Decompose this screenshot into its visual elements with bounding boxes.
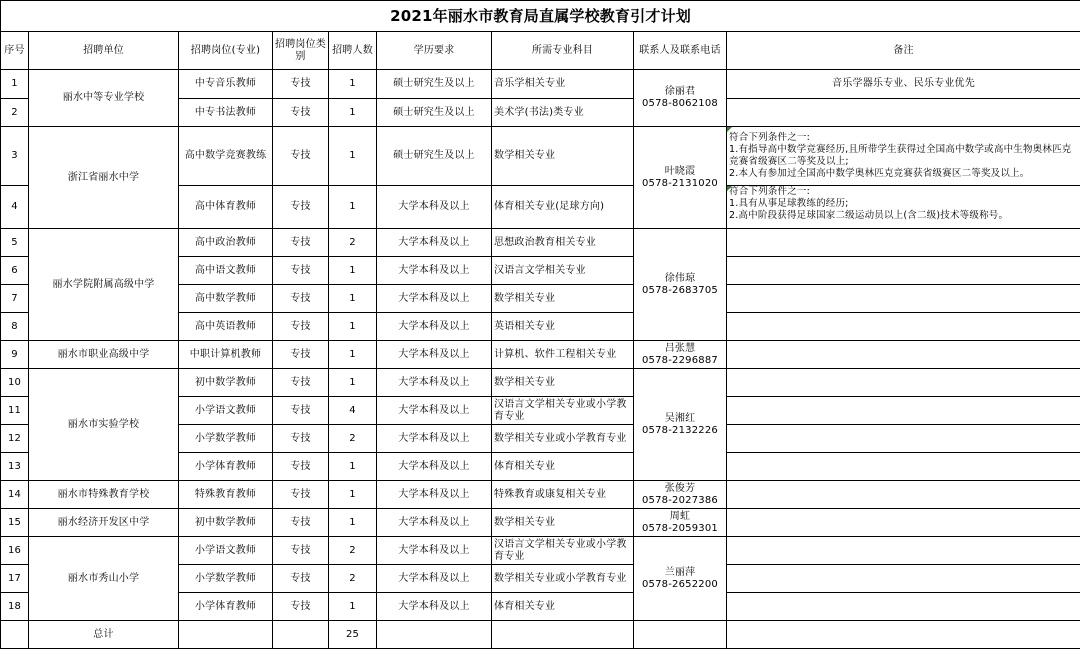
count-cell: 1 <box>329 285 377 313</box>
type-cell: 专技 <box>273 397 329 425</box>
edu-cell: 硕士研究生及以上 <box>377 70 492 99</box>
remarks-item: 2.本人有参加过全国高中数学奥林匹克竞赛获省级赛区二等奖及以上。 <box>729 168 1078 180</box>
type-cell: 专技 <box>273 70 329 99</box>
contact-name: 叶晓霞 <box>636 166 724 178</box>
edu-cell: 大学本科及以上 <box>377 186 492 229</box>
major-cell: 汉语言文学相关专业或小学教育专业 <box>492 537 634 565</box>
seq-cell: 6 <box>1 257 29 285</box>
unit-cell: 丽水学院附属高级中学 <box>29 229 179 341</box>
type-cell: 专技 <box>273 341 329 369</box>
unit-cell: 丽水经济开发区中学 <box>29 509 179 537</box>
contact-name: 徐丽君 <box>636 86 724 98</box>
post-cell: 初中数学教师 <box>179 369 273 397</box>
total-major-cell <box>492 621 634 649</box>
seq-cell: 17 <box>1 565 29 593</box>
type-cell: 专技 <box>273 285 329 313</box>
major-cell: 数学相关专业 <box>492 127 634 186</box>
remarks-cell <box>727 481 1080 509</box>
total-seq-cell <box>1 621 29 649</box>
edu-cell: 硕士研究生及以上 <box>377 127 492 186</box>
edu-cell: 大学本科及以上 <box>377 397 492 425</box>
contact-name: 吴湘红 <box>636 413 724 425</box>
edu-cell: 大学本科及以上 <box>377 481 492 509</box>
major-cell: 汉语言文学相关专业 <box>492 257 634 285</box>
post-cell: 中职计算机教师 <box>179 341 273 369</box>
header-major: 所需专业科目 <box>492 32 634 70</box>
count-cell: 1 <box>329 70 377 99</box>
edu-cell: 大学本科及以上 <box>377 369 492 397</box>
seq-cell: 8 <box>1 313 29 341</box>
contact-phone: 0578-2652200 <box>636 579 724 591</box>
contact-phone: 0578-2683705 <box>636 285 724 297</box>
total-label: 总计 <box>29 621 179 649</box>
type-cell: 专技 <box>273 425 329 453</box>
type-cell: 专技 <box>273 593 329 621</box>
major-cell: 数学相关专业 <box>492 369 634 397</box>
seq-cell: 11 <box>1 397 29 425</box>
contact-cell <box>634 341 727 369</box>
edu-cell: 大学本科及以上 <box>377 593 492 621</box>
seq-cell: 2 <box>1 99 29 127</box>
major-cell: 计算机、软件工程相关专业 <box>492 341 634 369</box>
major-cell: 体育相关专业(足球方向) <box>492 186 634 229</box>
seq-cell: 7 <box>1 285 29 313</box>
seq-cell: 10 <box>1 369 29 397</box>
major-cell: 数学相关专业 <box>492 285 634 313</box>
edu-cell: 硕士研究生及以上 <box>377 99 492 127</box>
major-cell: 数学相关专业 <box>492 509 634 537</box>
contact-cell <box>634 127 727 229</box>
page-title: 2021年丽水市教育局直属学校教育引才计划 <box>1 1 1080 32</box>
remarks-lead: 符合下列条件之一: <box>729 186 1078 198</box>
type-cell: 专技 <box>273 369 329 397</box>
edu-cell: 大学本科及以上 <box>377 565 492 593</box>
contact-cell <box>634 509 727 537</box>
seq-cell: 12 <box>1 425 29 453</box>
unit-cell: 丽水市职业高级中学 <box>29 341 179 369</box>
major-cell: 思想政治教育相关专业 <box>492 229 634 257</box>
count-cell: 1 <box>329 99 377 127</box>
remarks-cell <box>727 127 1080 186</box>
seq-cell: 5 <box>1 229 29 257</box>
contact-name: 吕张慧 <box>636 343 724 355</box>
table-row <box>1 509 1080 537</box>
major-cell: 特殊教育或康复相关专业 <box>492 481 634 509</box>
total-edu-cell <box>377 621 492 649</box>
type-cell: 专技 <box>273 453 329 481</box>
contact-phone: 0578-8062108 <box>636 98 724 110</box>
edu-cell: 大学本科及以上 <box>377 453 492 481</box>
contact-cell <box>634 229 727 341</box>
remarks-cell <box>727 229 1080 257</box>
contact-phone: 0578-2131020 <box>636 178 724 190</box>
remarks-cell <box>727 453 1080 481</box>
post-cell: 小学体育教师 <box>179 453 273 481</box>
unit-cell: 浙江省丽水中学 <box>29 127 179 229</box>
remarks-cell <box>727 285 1080 313</box>
edu-cell: 大学本科及以上 <box>377 313 492 341</box>
table-row <box>1 341 1080 369</box>
post-cell: 小学数学教师 <box>179 565 273 593</box>
post-cell: 小学体育教师 <box>179 593 273 621</box>
remarks-lead: 符合下列条件之一: <box>729 132 1078 144</box>
edu-cell: 大学本科及以上 <box>377 229 492 257</box>
type-cell: 专技 <box>273 313 329 341</box>
count-cell: 1 <box>329 509 377 537</box>
header-contact: 联系人及联系电话 <box>634 32 727 70</box>
total-count: 25 <box>329 621 377 649</box>
count-cell: 2 <box>329 229 377 257</box>
count-cell: 2 <box>329 565 377 593</box>
seq-cell: 18 <box>1 593 29 621</box>
table-row <box>1 481 1080 509</box>
post-cell: 高中语文教师 <box>179 257 273 285</box>
contact-cell <box>634 481 727 509</box>
header-education: 学历要求 <box>377 32 492 70</box>
contact-name: 兰丽萍 <box>636 567 724 579</box>
header-remarks: 备注 <box>727 32 1080 70</box>
remarks-cell <box>727 425 1080 453</box>
total-contact-cell <box>634 621 727 649</box>
remarks-cell <box>727 397 1080 425</box>
count-cell: 1 <box>329 257 377 285</box>
remarks-cell <box>727 537 1080 565</box>
contact-phone: 0578-2132226 <box>636 425 724 437</box>
remarks-cell: 音乐学器乐专业、民乐专业优先 <box>727 70 1080 99</box>
post-cell: 小学数学教师 <box>179 425 273 453</box>
contact-cell <box>634 369 727 481</box>
major-cell: 数学相关专业或小学教育专业 <box>492 425 634 453</box>
total-remarks-cell <box>727 621 1080 649</box>
total-type-cell <box>273 621 329 649</box>
seq-cell: 4 <box>1 186 29 229</box>
contact-name: 周虹 <box>636 511 724 523</box>
post-cell: 高中体育教师 <box>179 186 273 229</box>
count-cell: 1 <box>329 341 377 369</box>
count-cell: 1 <box>329 313 377 341</box>
edu-cell: 大学本科及以上 <box>377 509 492 537</box>
type-cell: 专技 <box>273 127 329 186</box>
table-row <box>1 70 1080 99</box>
major-cell: 体育相关专业 <box>492 453 634 481</box>
unit-cell: 丽水市实验学校 <box>29 369 179 481</box>
table-row <box>1 537 1080 565</box>
remarks-item: 1.有指导高中数学竞赛经历,且所带学生获得过全国高中数学或高中生物奥林匹克竞赛省级赛区二等奖及以上; <box>729 144 1078 168</box>
seq-cell: 3 <box>1 127 29 186</box>
seq-cell: 15 <box>1 509 29 537</box>
remarks-cell <box>727 509 1080 537</box>
contact-name: 徐伟琼 <box>636 273 724 285</box>
edu-cell: 大学本科及以上 <box>377 341 492 369</box>
post-cell: 高中政治教师 <box>179 229 273 257</box>
post-cell: 高中英语教师 <box>179 313 273 341</box>
count-cell: 1 <box>329 481 377 509</box>
contact-cell <box>634 537 727 621</box>
post-cell: 高中数学教师 <box>179 285 273 313</box>
remarks-cell <box>727 341 1080 369</box>
edu-cell: 大学本科及以上 <box>377 257 492 285</box>
type-cell: 专技 <box>273 481 329 509</box>
seq-cell: 1 <box>1 70 29 99</box>
table-row <box>1 127 1080 186</box>
edu-cell: 大学本科及以上 <box>377 425 492 453</box>
total-post-cell <box>179 621 273 649</box>
table-row <box>1 229 1080 257</box>
type-cell: 专技 <box>273 229 329 257</box>
type-cell: 专技 <box>273 99 329 127</box>
count-cell: 2 <box>329 537 377 565</box>
major-cell: 汉语言文学相关专业或小学教育专业 <box>492 397 634 425</box>
count-cell: 1 <box>329 593 377 621</box>
major-cell: 体育相关专业 <box>492 593 634 621</box>
type-cell: 专技 <box>273 565 329 593</box>
major-cell: 数学相关专业或小学教育专业 <box>492 565 634 593</box>
remarks-cell <box>727 257 1080 285</box>
unit-cell: 丽水中等专业学校 <box>29 70 179 127</box>
post-cell: 小学语文教师 <box>179 397 273 425</box>
post-cell: 中专音乐教师 <box>179 70 273 99</box>
major-cell: 英语相关专业 <box>492 313 634 341</box>
post-cell: 小学语文教师 <box>179 537 273 565</box>
contact-phone: 0578-2059301 <box>636 523 724 535</box>
count-cell: 4 <box>329 397 377 425</box>
contact-phone: 0578-2296887 <box>636 355 724 367</box>
count-cell: 2 <box>329 425 377 453</box>
seq-cell: 16 <box>1 537 29 565</box>
contact-cell <box>634 70 727 127</box>
remarks-cell <box>727 99 1080 127</box>
table-row <box>1 369 1080 397</box>
post-cell: 特殊教育教师 <box>179 481 273 509</box>
count-cell: 1 <box>329 186 377 229</box>
header-unit: 招聘单位 <box>29 32 179 70</box>
count-cell: 1 <box>329 369 377 397</box>
remarks-cell <box>727 186 1080 229</box>
post-cell: 初中数学教师 <box>179 509 273 537</box>
remarks-item: 1.具有从事足球教练的经历; <box>729 198 1078 210</box>
major-cell: 美术学(书法)类专业 <box>492 99 634 127</box>
remarks-cell <box>727 593 1080 621</box>
remarks-cell <box>727 369 1080 397</box>
total-row <box>1 621 1080 649</box>
unit-cell: 丽水市秀山小学 <box>29 537 179 621</box>
post-cell: 中专书法教师 <box>179 99 273 127</box>
post-cell: 高中数学竞赛教练 <box>179 127 273 186</box>
header-seq: 序号 <box>1 32 29 70</box>
contact-phone: 0578-2027386 <box>636 495 724 507</box>
type-cell: 专技 <box>273 537 329 565</box>
header-count: 招聘人数 <box>329 32 377 70</box>
count-cell: 1 <box>329 453 377 481</box>
unit-cell: 丽水市特殊教育学校 <box>29 481 179 509</box>
seq-cell: 14 <box>1 481 29 509</box>
type-cell: 专技 <box>273 509 329 537</box>
edu-cell: 大学本科及以上 <box>377 537 492 565</box>
edu-cell: 大学本科及以上 <box>377 285 492 313</box>
type-cell: 专技 <box>273 257 329 285</box>
contact-name: 张俊芳 <box>636 483 724 495</box>
major-cell: 音乐学相关专业 <box>492 70 634 99</box>
remarks-cell <box>727 565 1080 593</box>
remarks-cell <box>727 313 1080 341</box>
seq-cell: 9 <box>1 341 29 369</box>
header-post: 招聘岗位(专业) <box>179 32 273 70</box>
seq-cell: 13 <box>1 453 29 481</box>
header-post-type: 招聘岗位类别 <box>273 32 329 70</box>
remarks-item: 2.高中阶段获得足球国家二级运动员以上(含二级)技术等级称号。 <box>729 210 1078 222</box>
count-cell: 1 <box>329 127 377 186</box>
type-cell: 专技 <box>273 186 329 229</box>
header-row <box>1 32 1080 70</box>
